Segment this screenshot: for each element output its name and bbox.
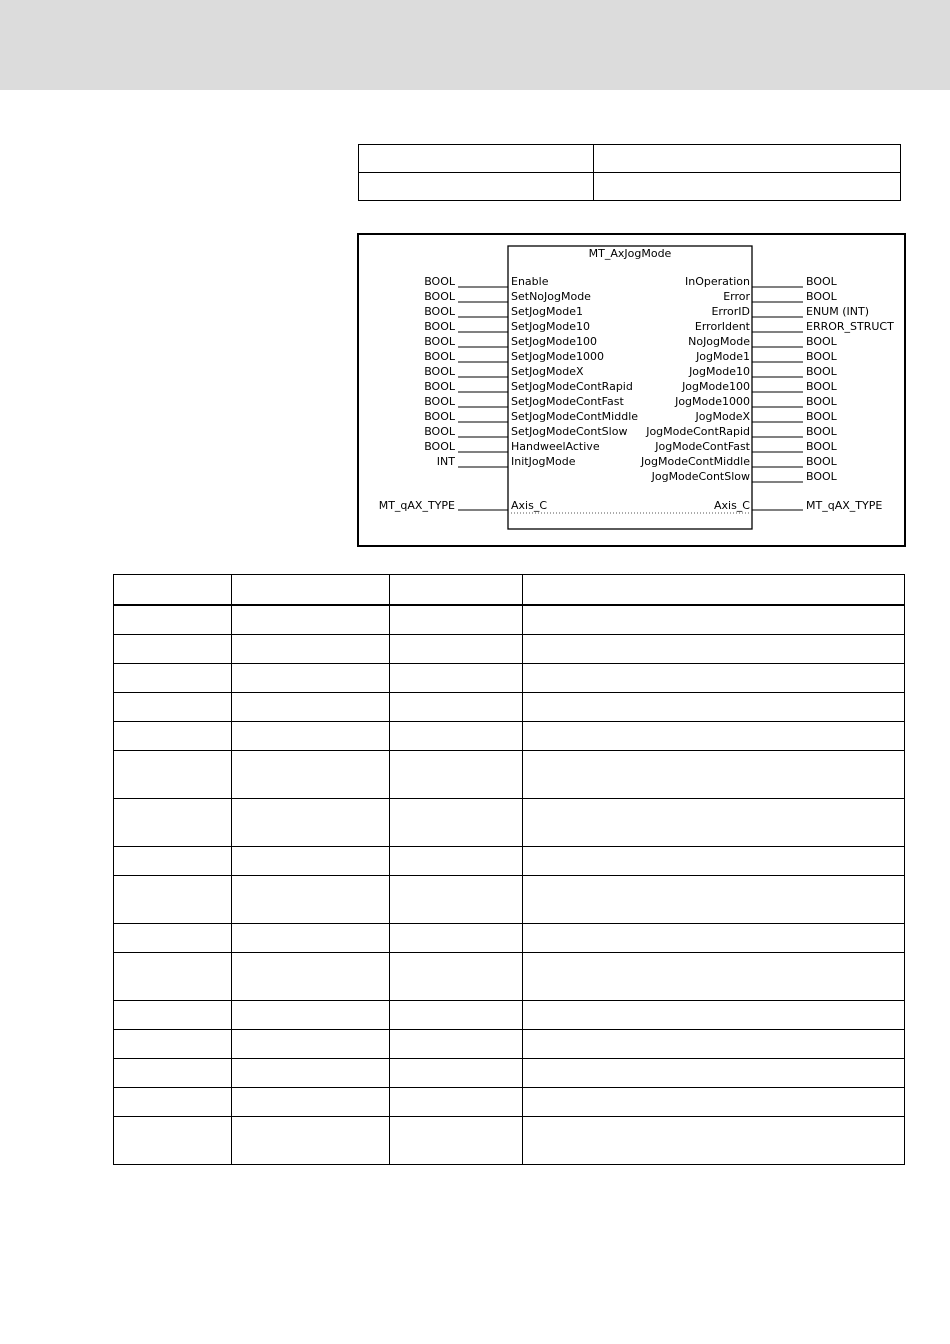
output-pin-type: BOOL — [806, 335, 837, 348]
input-pin-type: BOOL — [424, 440, 455, 453]
info-table-row — [359, 145, 901, 173]
input-pin-type: BOOL — [424, 380, 455, 393]
parameter-table-cell — [523, 1088, 905, 1117]
info-table-cell — [594, 145, 901, 173]
parameter-table-cell — [232, 1059, 390, 1088]
output-pin-name: JogModeContFast — [655, 440, 750, 453]
parameter-table-cell — [390, 605, 523, 635]
parameter-table-cell — [232, 693, 390, 722]
output-pin-type: BOOL — [806, 455, 837, 468]
parameter-table-cell — [523, 799, 905, 847]
output-pin-name: ErrorID — [711, 305, 750, 318]
parameter-table-row — [114, 693, 905, 722]
parameter-table-cell — [232, 664, 390, 693]
output-pin-name: JogMode100 — [682, 380, 750, 393]
parameter-table-cell — [390, 722, 523, 751]
parameter-table-cell — [232, 1030, 390, 1059]
input-pin-type: BOOL — [424, 365, 455, 378]
parameter-table-cell — [232, 605, 390, 635]
info-table-cell — [359, 145, 594, 173]
parameter-table-cell — [114, 664, 232, 693]
input-pin-name: SetJogModeX — [511, 365, 584, 378]
parameter-table-cell — [390, 799, 523, 847]
parameter-table-row — [114, 605, 905, 635]
parameter-table-cell — [523, 847, 905, 876]
input-pin-name: SetJogModeContSlow — [511, 425, 628, 438]
parameter-table-cell — [232, 722, 390, 751]
parameter-table-cell — [114, 953, 232, 1001]
output-pin-type: BOOL — [806, 290, 837, 303]
output-pin-type: ERROR_STRUCT — [806, 320, 894, 333]
input-pin-type: BOOL — [424, 305, 455, 318]
input-pin-name: SetJogMode1 — [511, 305, 583, 318]
output-pin-name: JogMode1000 — [675, 395, 750, 408]
parameter-table-cell — [390, 751, 523, 799]
output-pin-name: Error — [723, 290, 750, 303]
parameter-table-row — [114, 953, 905, 1001]
output-pin-name: JogModeContSlow — [651, 470, 750, 483]
parameter-table-cell — [114, 1117, 232, 1165]
input-pin-type: BOOL — [424, 425, 455, 438]
output-pin-name: ErrorIdent — [694, 320, 750, 333]
parameter-table-cell — [114, 1059, 232, 1088]
function-block-diagram — [357, 233, 906, 547]
parameter-table-cell — [523, 953, 905, 1001]
parameter-table-cell — [390, 1030, 523, 1059]
parameter-table-cell — [232, 1117, 390, 1165]
parameter-table-cell — [114, 1001, 232, 1030]
input-pin-name: SetJogModeContFast — [511, 395, 624, 408]
inout-out-type: MT_qAX_TYPE — [806, 499, 883, 512]
parameter-table-cell — [114, 1030, 232, 1059]
block-title: MT_AxJogMode — [588, 247, 672, 260]
inout-in-name: Axis_C — [511, 499, 548, 512]
parameter-table-row — [114, 635, 905, 664]
parameter-table-cell — [232, 635, 390, 664]
info-table-cell — [594, 173, 901, 201]
parameter-table-cell — [390, 575, 523, 606]
input-pin-type: BOOL — [424, 410, 455, 423]
parameter-table-row — [114, 751, 905, 799]
output-pin-type: BOOL — [806, 425, 837, 438]
input-pin-name: Enable — [511, 275, 549, 288]
output-pin-type: BOOL — [806, 395, 837, 408]
parameter-table-cell — [523, 693, 905, 722]
parameter-table-cell — [523, 635, 905, 664]
parameter-table-cell — [523, 1117, 905, 1165]
parameter-table-cell — [523, 722, 905, 751]
output-pin-type: BOOL — [806, 275, 837, 288]
parameter-table-cell — [523, 876, 905, 924]
parameter-table-cell — [232, 1001, 390, 1030]
parameter-table-cell — [114, 924, 232, 953]
parameter-table-cell — [114, 635, 232, 664]
parameter-table-cell — [114, 876, 232, 924]
inout-out-name: Axis_C — [713, 499, 750, 512]
output-pin-type: BOOL — [806, 365, 837, 378]
parameter-table-cell — [114, 847, 232, 876]
parameter-table-row — [114, 1030, 905, 1059]
output-pin-name: JogModeContRapid — [646, 425, 750, 438]
output-pin-name: JogMode10 — [689, 365, 750, 378]
parameter-table-cell — [390, 924, 523, 953]
function-block-svg — [357, 233, 906, 547]
parameter-table-cell — [390, 1088, 523, 1117]
output-pin-type: ENUM (INT) — [806, 305, 869, 318]
input-pin-name: SetNoJogMode — [511, 290, 591, 303]
parameter-table-cell — [390, 847, 523, 876]
parameter-table-cell — [232, 1088, 390, 1117]
input-pin-type: BOOL — [424, 290, 455, 303]
output-pin-type: BOOL — [806, 440, 837, 453]
parameter-table-cell — [114, 799, 232, 847]
output-pin-type: BOOL — [806, 470, 837, 483]
parameter-table-row — [114, 664, 905, 693]
parameter-table-row — [114, 799, 905, 847]
page-header-band — [0, 0, 950, 90]
parameter-table-cell — [114, 575, 232, 606]
parameter-table-cell — [232, 799, 390, 847]
parameter-table-cell — [523, 1001, 905, 1030]
parameter-table-cell — [390, 1059, 523, 1088]
parameter-table-cell — [390, 664, 523, 693]
parameter-table-cell — [523, 924, 905, 953]
parameter-table-cell — [390, 1117, 523, 1165]
parameter-table-row — [114, 1059, 905, 1088]
info-table-cell — [359, 173, 594, 201]
output-pin-name: JogModeContMiddle — [641, 455, 750, 468]
parameter-table-cell — [114, 722, 232, 751]
output-pin-name: JogMode1 — [696, 350, 750, 363]
parameter-table-header-row — [114, 575, 905, 606]
parameter-table — [113, 574, 905, 1165]
input-pin-name: SetJogModeContRapid — [511, 380, 633, 393]
parameter-table-cell — [390, 876, 523, 924]
output-pin-name: NoJogMode — [688, 335, 750, 348]
parameter-table-cell — [390, 953, 523, 1001]
parameter-table-cell — [232, 847, 390, 876]
parameter-table-row — [114, 1001, 905, 1030]
parameter-table-cell — [390, 635, 523, 664]
parameter-table-row — [114, 876, 905, 924]
parameter-table-cell — [523, 1030, 905, 1059]
output-pin-type: BOOL — [806, 350, 837, 363]
input-pin-type: BOOL — [424, 395, 455, 408]
parameter-table-cell — [232, 924, 390, 953]
parameter-table-cell — [114, 751, 232, 799]
parameter-table-cell — [523, 1059, 905, 1088]
input-pin-name: InitJogMode — [511, 455, 576, 468]
input-pin-name: SetJogMode100 — [511, 335, 597, 348]
parameter-table-cell — [523, 664, 905, 693]
info-table-row — [359, 173, 901, 201]
parameter-table-cell — [232, 751, 390, 799]
input-pin-name: SetJogModeContMiddle — [511, 410, 639, 423]
parameter-table-cell — [114, 693, 232, 722]
parameter-table-cell — [114, 605, 232, 635]
output-pin-type: BOOL — [806, 410, 837, 423]
parameter-table-cell — [390, 693, 523, 722]
input-pin-type: BOOL — [424, 350, 455, 363]
input-pin-type: INT — [436, 455, 455, 468]
parameter-table-cell — [232, 575, 390, 606]
inout-in-type: MT_qAX_TYPE — [378, 499, 455, 512]
output-pin-name: JogModeX — [695, 410, 750, 423]
parameter-table-cell — [523, 605, 905, 635]
output-pin-type: BOOL — [806, 380, 837, 393]
input-pin-type: BOOL — [424, 335, 455, 348]
parameter-table-row — [114, 847, 905, 876]
parameter-table-cell — [390, 1001, 523, 1030]
parameter-table-cell — [523, 575, 905, 606]
input-pin-name: SetJogMode10 — [511, 320, 590, 333]
parameter-table-cell — [232, 876, 390, 924]
parameter-table-row — [114, 1117, 905, 1165]
parameter-table-row — [114, 924, 905, 953]
input-pin-name: HandweelActive — [511, 440, 600, 453]
input-pin-name: SetJogMode1000 — [511, 350, 604, 363]
output-pin-name: InOperation — [685, 275, 750, 288]
parameter-table-cell — [523, 751, 905, 799]
info-table — [358, 144, 901, 201]
parameter-table-cell — [114, 1088, 232, 1117]
input-pin-type: BOOL — [424, 275, 455, 288]
parameter-table-cell — [232, 953, 390, 1001]
parameter-table-row — [114, 722, 905, 751]
parameter-table-row — [114, 1088, 905, 1117]
input-pin-type: BOOL — [424, 320, 455, 333]
